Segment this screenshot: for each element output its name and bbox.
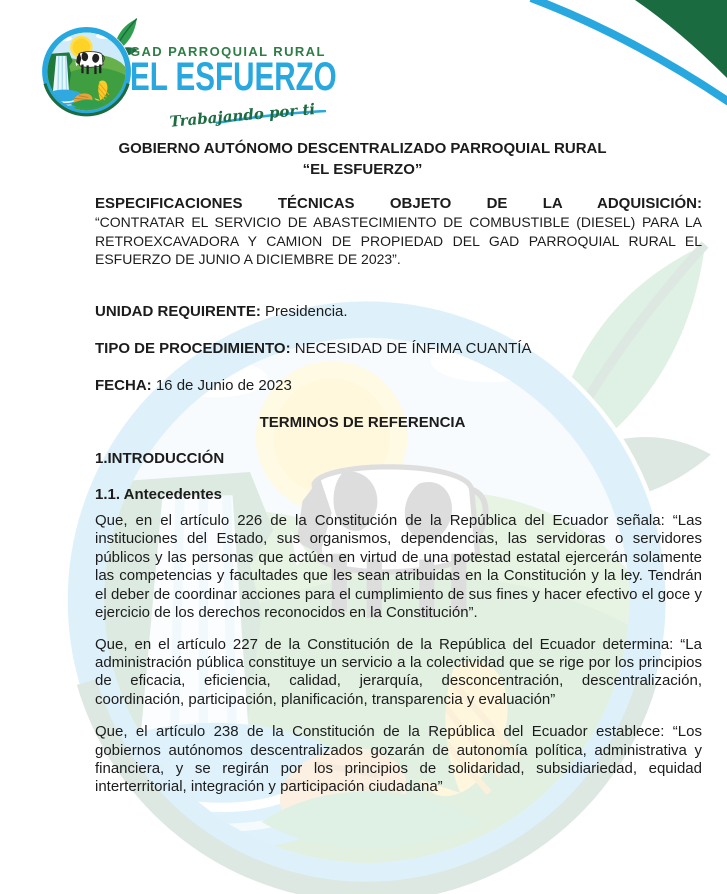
field-value: NECESIDAD DE ÍNFIMA CUANTÍA bbox=[294, 340, 532, 358]
heading-introduction: 1.INTRODUCCIÓN bbox=[95, 450, 225, 468]
logo-org-type: GAD PARROQUIAL RURAL bbox=[130, 44, 326, 59]
document-title-line1: GOBIERNO AUTÓNOMO DESCENTRALIZADO PARROQUIAL RURAL bbox=[118, 140, 607, 157]
acquisition-object-label: ESPECIFICACIONES TÉCNICAS OBJETO DE LA ADQUISICIÓN: bbox=[95, 195, 702, 212]
field-value: Presidencia. bbox=[265, 302, 348, 320]
document-title bbox=[95, 138, 630, 180]
acquisition-object-text: “CONTRATAR EL SERVICIO DE ABASTECIMIENTO DE COMBUSTIBLE (DIESEL) PARA LA RETROEXCAVADORA Y CAMION DE PROPIEDAD DEL GAD PARROQUIAL RURAL EL ESFUERZO DE JUNIO A DICIEMBRE DE 2023”. bbox=[95, 214, 702, 268]
field-label: UNIDAD REQUIRENTE: bbox=[95, 302, 261, 320]
field-label: TIPO DE PROCEDIMIENTO: bbox=[95, 340, 291, 358]
paragraph-article-226: Que, en el artículo 226 de la Constitución de la República del Ecuador señala: “Las instituciones del Estado, sus organismos, dependencias, las servidoras o servidores públicos y las personas que actúen en virtud de una potestad estatal ejercerán solamente las competencias y facultades que les sean atribuidas en la Constitución y la ley. Tendrán el deber de coordinar acciones para el cumplimiento de sus fines y hacer efectivo el goce y ejercicio de los derechos reconocidos en la Constitución”. bbox=[95, 512, 702, 622]
logo-org-name: EL ESFUERZO bbox=[130, 55, 337, 99]
field-requesting-unit bbox=[95, 303, 702, 321]
acquisition-object-paragraph bbox=[95, 195, 702, 269]
field-value: 16 de Junio de 2023 bbox=[155, 377, 292, 395]
document-body bbox=[95, 138, 702, 797]
field-date bbox=[95, 377, 702, 395]
letterhead bbox=[0, 0, 500, 135]
logo-wordmark bbox=[130, 44, 337, 134]
field-label: FECHA: bbox=[95, 377, 152, 395]
org-logo-emblem-icon bbox=[38, 16, 142, 120]
corner-ribbon-decoration bbox=[527, 0, 727, 130]
document-title-line2: “EL ESFUERZO” bbox=[302, 161, 423, 178]
logo-slogan: Trabajando por ti bbox=[168, 100, 316, 131]
field-procedure-type bbox=[95, 340, 702, 358]
heading-antecedents: 1.1. Antecedentes bbox=[95, 485, 222, 503]
terms-of-reference-heading: TERMINOS DE REFERENCIA bbox=[259, 413, 466, 431]
paragraph-article-238: Que, el artículo 238 de la Constitución de la República del Ecuador establece: “Los gobiernos autónomos descentralizados gozarán de autonomía política, administrativa y financiera, y se regirán por los principios de solidaridad, subsidiariedad, equidad interterritorial, integración y participación ciudadana” bbox=[95, 723, 702, 796]
paragraph-article-227: Que, en el artículo 227 de la Constitución de la República del Ecuador determina: “La administración pública constituye un servicio a la colectividad que se rige por los principios de eficacia, eficiencia, calidad, jerarquía, desconcentración, descentralización, coordinación, participación, planificación, transparencia y evaluación” bbox=[95, 635, 702, 708]
